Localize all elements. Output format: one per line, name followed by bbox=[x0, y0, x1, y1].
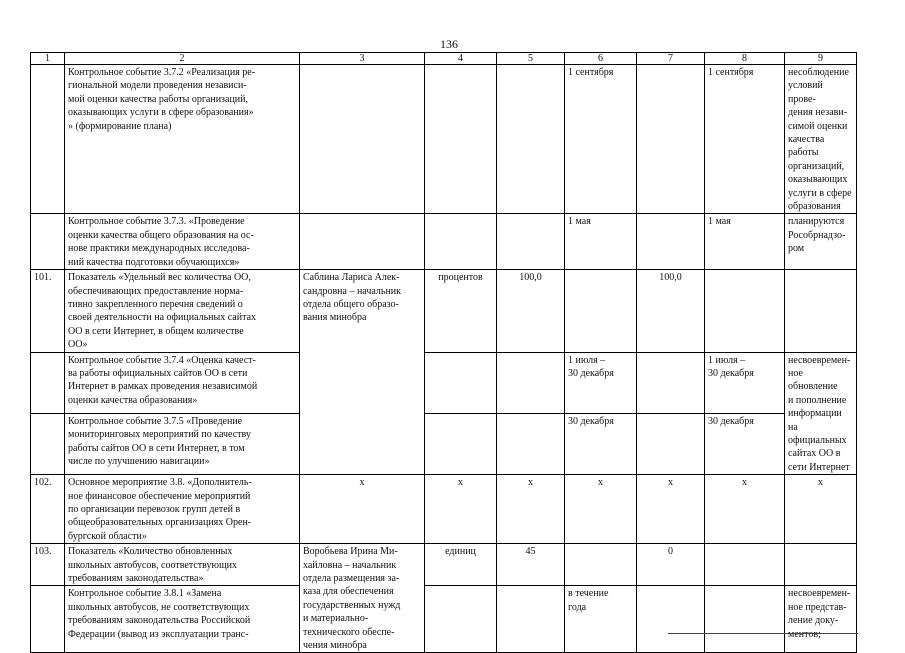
indicator-name-cell: Показатель «Удельный вес количества ОО, обеспечивающих предоставление норма- тивно закрепленного перечня сведений о своей деятельности на официальных сайтах ОО в сети Интернет, в общем количестве ОО» bbox=[65, 270, 300, 352]
header-col-5: 5 bbox=[497, 53, 565, 65]
table-row bbox=[31, 586, 857, 653]
plan-value-cell: 0 bbox=[637, 544, 705, 586]
start-date-cell: 1 мая bbox=[565, 214, 637, 270]
end-date-cell: 1 июля – 30 декабря bbox=[705, 352, 785, 413]
responsible-cell: Воробьева Ирина Ми- хайловна – начальник отдела размещения за- каза для обеспечения государственных нужд и материально- технического обеспе- чения минобра bbox=[300, 544, 425, 653]
start-date-cell: 1 сентября bbox=[565, 65, 637, 214]
header-col-6: 6 bbox=[565, 53, 637, 65]
row-number-cell: 102. bbox=[31, 475, 65, 544]
value-cell bbox=[497, 586, 565, 653]
end-date-cell bbox=[705, 544, 785, 586]
risk-cell: несоблюдение условий прове- дения незави- симой оценки качества работы организаций, оказывающих услуги в сфере образования bbox=[785, 65, 857, 214]
value-cell bbox=[497, 352, 565, 413]
table-row bbox=[31, 270, 857, 352]
indicator-name-cell: Показатель «Количество обновленных школьных автобусов, соответствующих требованиям законодательства» bbox=[65, 544, 300, 586]
row-number-cell bbox=[31, 352, 65, 413]
plan-value-cell bbox=[637, 352, 705, 413]
start-date-cell bbox=[565, 270, 637, 352]
plan-value-cell: 100,0 bbox=[637, 270, 705, 352]
unit-cell: единиц bbox=[425, 544, 497, 586]
plan-table bbox=[30, 52, 857, 653]
header-row bbox=[31, 53, 857, 65]
responsible-cell bbox=[300, 214, 425, 270]
unit-cell: процентов bbox=[425, 270, 497, 352]
unit-cell bbox=[425, 65, 497, 214]
row-number-cell bbox=[31, 586, 65, 653]
header-col-2: 2 bbox=[65, 53, 300, 65]
table-row bbox=[31, 413, 857, 474]
plan-value-cell bbox=[637, 586, 705, 653]
row-number-cell bbox=[31, 214, 65, 270]
end-date-cell bbox=[705, 586, 785, 653]
end-date-cell: 1 сентября bbox=[705, 65, 785, 214]
header-col-8: 8 bbox=[705, 53, 785, 65]
risk-cell bbox=[785, 544, 857, 586]
start-date-cell: х bbox=[565, 475, 637, 544]
unit-cell: х bbox=[425, 475, 497, 544]
header-col-4: 4 bbox=[425, 53, 497, 65]
unit-cell bbox=[425, 214, 497, 270]
table-row bbox=[31, 214, 857, 270]
table-row bbox=[31, 544, 857, 586]
start-date-cell: 1 июля – 30 декабря bbox=[565, 352, 637, 413]
table-row bbox=[31, 65, 857, 214]
event-name-cell: Контрольное событие 3.8.1 «Замена школьных автобусов, не соответствующих требованиям законодательства Российской Федерации (вывод из эксплуатации транс- bbox=[65, 586, 300, 653]
unit-cell bbox=[425, 586, 497, 653]
responsible-cell: х bbox=[300, 475, 425, 544]
value-cell: 45 bbox=[497, 544, 565, 586]
risk-cell: планируются Рособрнадзо- ром bbox=[785, 214, 857, 270]
table-row bbox=[31, 475, 857, 544]
responsible-cell bbox=[300, 65, 425, 214]
value-cell bbox=[497, 413, 565, 474]
row-number-cell bbox=[31, 65, 65, 214]
plan-value-cell bbox=[637, 214, 705, 270]
start-date-cell: 30 декабря bbox=[565, 413, 637, 474]
responsible-cell: Саблина Лариса Алек- сандровна – начальник отдела общего образо- вания минобра bbox=[300, 270, 425, 475]
event-name-cell: Контрольное событие 3.7.2 «Реализация ре- гиональной модели проведения независи- мой оценки качества работы организаций, оказывающих услуги в сфере образования» » (формирование плана) bbox=[65, 65, 300, 214]
activity-name-cell: Основное мероприятие 3.8. «Дополнитель- ное финансовое обеспечение мероприятий по организации перевозок групп детей в общеобразовательных организациях Орен- бургской области» bbox=[65, 475, 300, 544]
value-cell: 100,0 bbox=[497, 270, 565, 352]
page-number: 136 bbox=[440, 37, 458, 51]
row-number-cell bbox=[31, 413, 65, 474]
start-date-cell bbox=[565, 544, 637, 586]
risk-cell: х bbox=[785, 475, 857, 544]
row-number-cell: 101. bbox=[31, 270, 65, 352]
unit-cell bbox=[425, 352, 497, 413]
unit-cell bbox=[425, 413, 497, 474]
start-date-cell: в течение года bbox=[565, 586, 637, 653]
value-cell bbox=[497, 65, 565, 214]
risk-cell: несвоевремен- ное представ- ление доку- ментов; bbox=[785, 586, 857, 653]
end-date-cell: 1 мая bbox=[705, 214, 785, 270]
value-cell bbox=[497, 214, 565, 270]
header-col-1: 1 bbox=[31, 53, 65, 65]
risk-cell: несвоевремен- ное обновление и пополнение информации на официальных сайтах ОО в сети Интернет bbox=[785, 352, 857, 475]
event-name-cell: Контрольное событие 3.7.3. «Проведение оценки качества общего образования на ос- нове практики международных исследова- ний качества подготовки обучающихся» bbox=[65, 214, 300, 270]
risk-cell bbox=[785, 270, 857, 352]
value-cell: х bbox=[497, 475, 565, 544]
table-row bbox=[31, 352, 857, 413]
plan-value-cell: х bbox=[637, 475, 705, 544]
event-name-cell: Контрольное событие 3.7.4 «Оценка качест- ва работы официальных сайтов ОО в сети Интернет в рамках проведения независимой оценки качества образования» bbox=[65, 352, 300, 413]
plan-value-cell bbox=[637, 413, 705, 474]
end-date-cell: х bbox=[705, 475, 785, 544]
header-col-3: 3 bbox=[300, 53, 425, 65]
plan-value-cell bbox=[637, 65, 705, 214]
page-bottom-rule bbox=[668, 633, 858, 634]
end-date-cell bbox=[705, 270, 785, 352]
header-col-7: 7 bbox=[637, 53, 705, 65]
row-number-cell: 103. bbox=[31, 544, 65, 586]
header-col-9: 9 bbox=[785, 53, 857, 65]
end-date-cell: 30 декабря bbox=[705, 413, 785, 474]
event-name-cell: Контрольное событие 3.7.5 «Проведение мониторинговых мероприятий по качеству работы сайтов ОО в сети Интернет, в том числе по улучшению навигации» bbox=[65, 413, 300, 474]
